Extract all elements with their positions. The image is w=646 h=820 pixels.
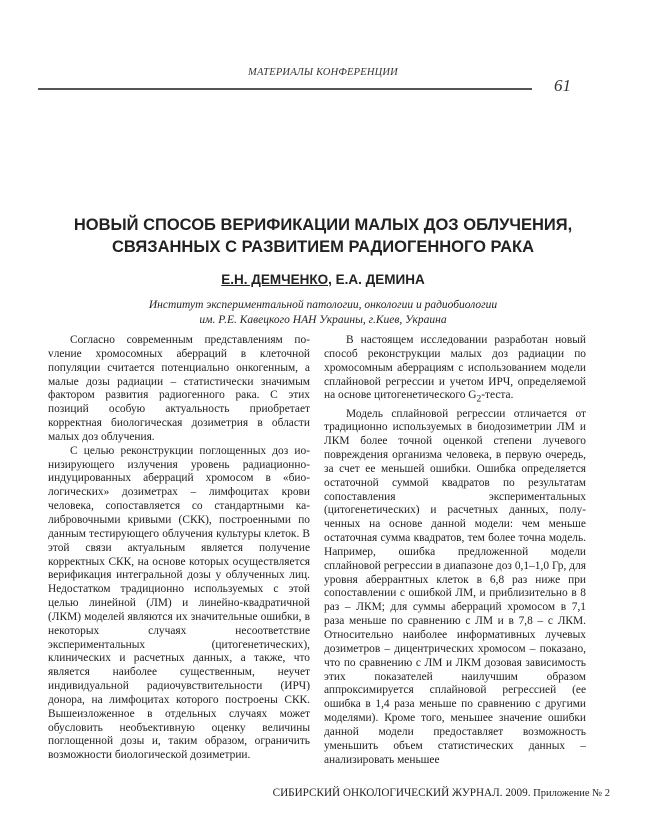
- paragraph: Согласно современным представлениям поvление хромосомных аберраций в клеточной популяции считается потенциально онкогенным, а малые дозы радиации – статистически значимым фактором развития радиогенного рака. С этих позиций особую актуальность приобретает корректная биологическая дозиметрия в области малых доз облучения.: [48, 334, 310, 443]
- left-column: [48, 334, 310, 763]
- paragraph: [324, 334, 586, 408]
- affiliation-line-2: им. Р.Е. Кавецкого НАН Украины, г.Киев, Украина: [199, 314, 447, 326]
- paragraph-text: В настоящем исследовании разработан новый способ реконструкции малых доз радиации по хромосомным аберрациям с использованием модели сплайновой регрессии и учетом ИРЧ, определяемой на основе цитогенетического G: [324, 334, 586, 402]
- paragraph: С целью реконструкции поглощенных доз ионизирующего излучения уровень радиационно-индуцированных аберраций хромосом в «биологических» дозиметрах – лимфоцитах крови человека, сопоставляется со стандартными калибровочными кривыми (СКК), построенными по данным тестирующего облучения культуры клеток. В этой связи актуальным является получение корректных СКК, на основе которых осуществляется верификация интегральной дозы у облученных лиц. Недостатком традиционно используемых с этой целью линейной (ЛМ) и линейно-квадратичной (ЛКМ) моделей являются их значительные ошибки, в некоторых случаях несоответствие экспериментальных (цитогенетических), клинических и расчетных данных, а также, что является наиболее существенным, неучет индивидуальной радиочувствительности (ИРЧ) донора, на лимфоцитах которого построены СКК. Вышеизложенное в отдельных случаях может обусловить необъективную оценку величины поглощенной дозы и, таким образом, ограничить возможности биологической дозиметрии.: [48, 444, 310, 762]
- page-number: 61: [554, 76, 571, 95]
- authors: [0, 272, 646, 287]
- running-head: МАТЕРИАЛЫ КОНФЕРЕНЦИИ: [248, 67, 398, 78]
- header-rule: [38, 88, 532, 90]
- supplement-label: Приложение № 2: [530, 788, 610, 799]
- title-line-2: СВЯЗАННЫХ С РАЗВИТИЕМ РАДИОГЕННОГО РАКА: [111, 238, 535, 256]
- title-line-1: НОВЫЙ СПОСОБ ВЕРИФИКАЦИИ МАЛЫХ ДОЗ ОБЛУЧЕНИЯ,: [73, 216, 573, 234]
- journal-name: СИБИРСКИЙ ОНКОЛОГИЧЕСКИЙ ЖУРНАЛ. 2009.: [272, 787, 531, 799]
- article-title: [0, 214, 646, 258]
- journal-footer: [273, 787, 610, 799]
- author-1: Е.Н. ДЕМЧЕНКО,: [221, 272, 332, 287]
- right-column: [324, 334, 586, 767]
- subscript: 2: [476, 394, 482, 405]
- paragraph: Модель сплайновой регрессии отличается от традиционно используемых в биодозиметрии ЛМ и ЛКМ более точной оценкой степени лучевого повреждения организма человека, в первую очередь, за счет ее меньшей ошибки. Ошибка определяется остаточной суммой квадратов по результатам сопоставления экспериментальных (цитогенетических) и расчетных данных, полученных на основе данной модели: чем меньше остаточная сумма квадратов, тем более точна модель. Например, ошибка предложенной модели сплайновой регрессии в диапазоне доз 0,1–1,0 Гр, для уровня аберрантных клеток в 6,8 раз ниже при сопоставлении с ошибкой ЛМ, и приблизительно в 8 раз – ЛКМ; для суммы аберраций хромосом в 7,1 раза меньше по сравнению с ЛМ и в 7,8 – с ЛКМ. Относительно наиболее информативных лучевых дозиметров – дицентрических хромосом – показано, что по сравнению с ЛМ и ЛКМ дозовая зависимость этих показателей наилучшим образом аппроксимируется сплайновой регрессией (ее ошибка в 1,4 раза меньше по сравнению с другими моделями). Кроме того, меньшее значение ошибки данной модели предоставляет возможность уменьшить объем статистических данных – анализировать меньшее: [324, 407, 586, 766]
- affiliation-line-1: Институт экспериментальной патологии, онкологии и радиобиологии: [148, 299, 498, 311]
- author-2: Е.А. ДЕМИНА: [331, 272, 425, 287]
- affiliation: [0, 298, 646, 328]
- paragraph-text: -теста.: [481, 389, 514, 402]
